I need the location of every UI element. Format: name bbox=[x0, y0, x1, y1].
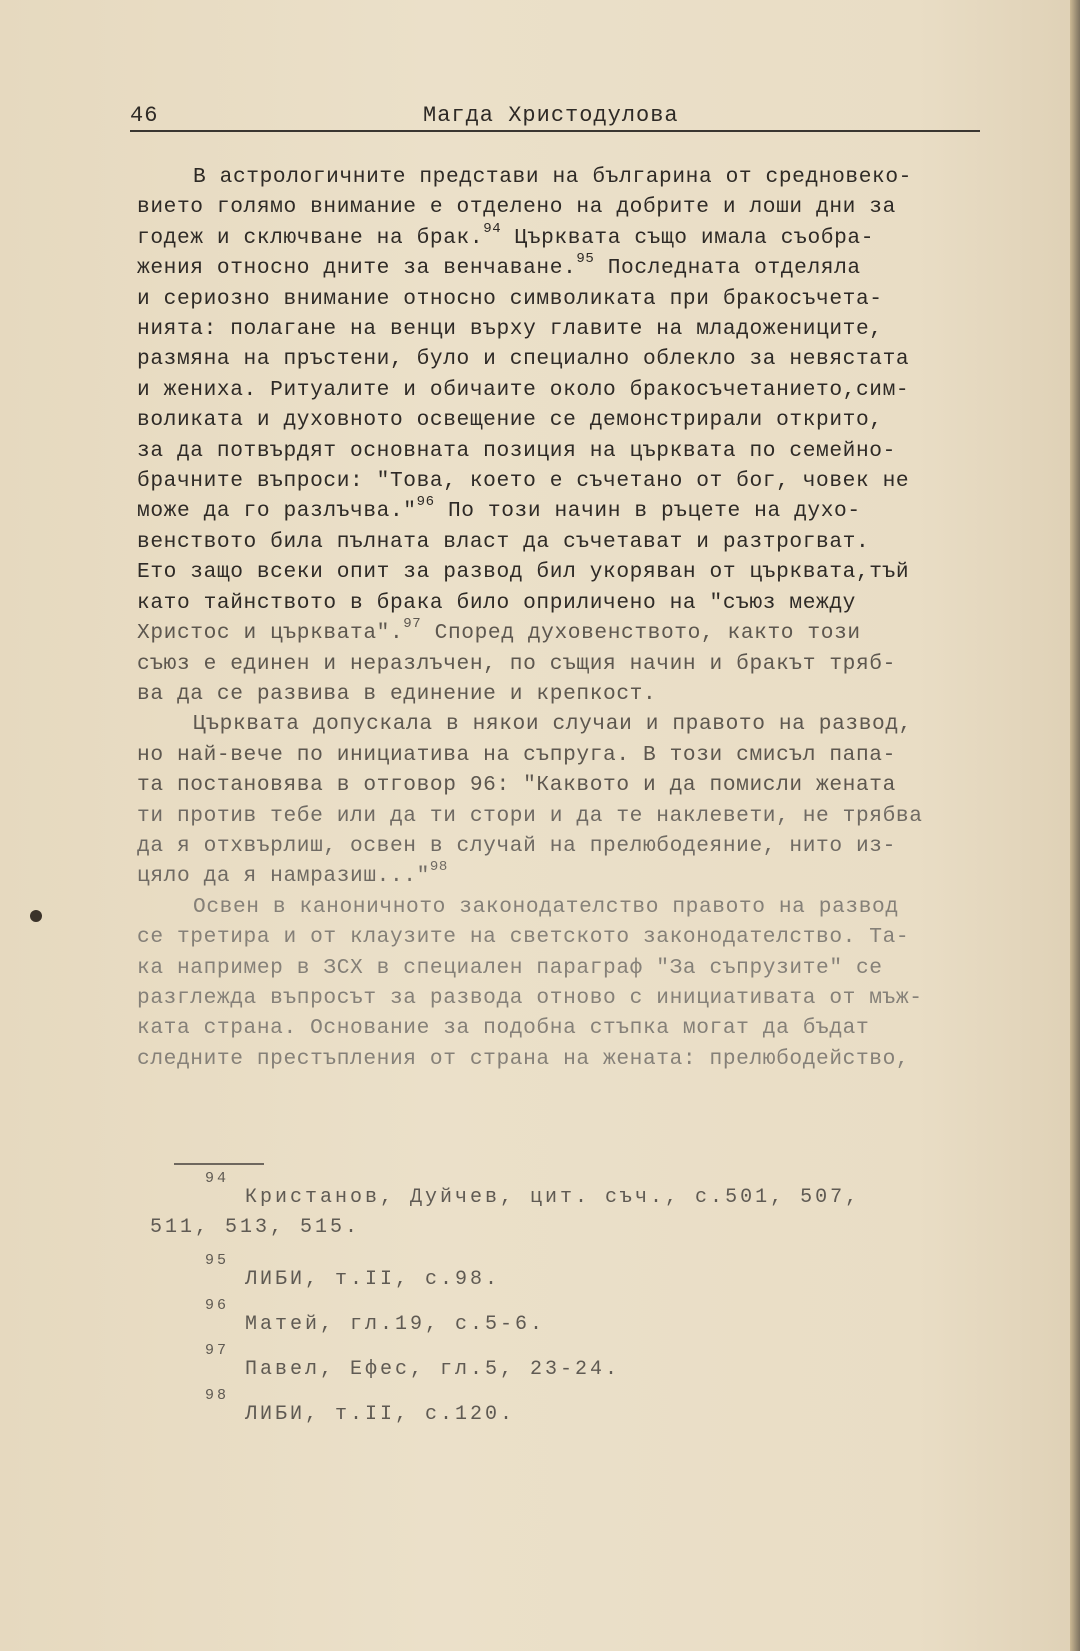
footnote bbox=[150, 1170, 980, 1252]
footnote-number: 98 bbox=[205, 1387, 230, 1404]
text-line bbox=[137, 740, 997, 770]
text-line bbox=[137, 496, 997, 526]
text-segment: и жениха. Ритуалите и обичаите около бракосъчетанието,сим- bbox=[137, 377, 910, 402]
text-line bbox=[137, 557, 997, 587]
text-line bbox=[137, 831, 997, 861]
text-segment: По този начин в ръцете на духо- bbox=[434, 499, 861, 524]
ink-spot bbox=[30, 910, 42, 922]
text-segment: се третира и от клаузите на светското законодателство. Та- bbox=[137, 925, 910, 950]
text-line bbox=[137, 953, 997, 983]
text-segment: но най-вече по инициатива на съпруга. В този смисъл папа- bbox=[137, 742, 896, 767]
text-segment: Църквата също имала съобра- bbox=[501, 225, 875, 250]
text-segment: венството била пълната власт да съчетават и разтрогват. bbox=[137, 529, 870, 554]
text-segment: Последната отделяла bbox=[594, 256, 861, 281]
footnote bbox=[150, 1297, 980, 1342]
footnote-text: Кристанов, Дуйчев, цит. съч., с.501, 507, bbox=[245, 1186, 861, 1209]
text-segment: В астрологичните представи на българина от средновеко- bbox=[193, 165, 912, 189]
text-segment: брачните въпроси: "Това, което е съчетано от бог, човек не bbox=[137, 469, 910, 494]
text-line bbox=[137, 375, 997, 405]
footnote-continuation: 511, 513, 515. bbox=[150, 1216, 361, 1239]
text-segment: вието голямо внимание е отделено на добрите и лоши дни за bbox=[137, 195, 896, 220]
text-segment: та постановява в отговор 96: "Каквото и да помисли жената bbox=[137, 773, 896, 798]
footnotes bbox=[150, 1170, 980, 1432]
text-line bbox=[137, 253, 997, 283]
text-line bbox=[137, 679, 997, 709]
footnote-text: ЛИБИ, т.II, с.120. bbox=[245, 1403, 516, 1426]
text-line bbox=[137, 314, 997, 344]
page-edge bbox=[1070, 0, 1080, 1651]
footnote-number: 95 bbox=[205, 1252, 230, 1269]
footnote-text: Павел, Ефес, гл.5, 23-24. bbox=[245, 1358, 621, 1381]
footnote-text: ЛИБИ, т.II, с.98. bbox=[245, 1268, 501, 1291]
page-number: 46 bbox=[130, 103, 159, 128]
text-segment: като тайнството в брака било оприличено на "съюз между bbox=[137, 590, 856, 615]
text-segment: ти против тебе или да ти стори и да те наклевети, не трябва bbox=[137, 803, 923, 828]
text-line bbox=[137, 192, 997, 222]
text-segment: следните престъпления от страна на жената: прелюбодейство, bbox=[137, 1046, 910, 1071]
text-line bbox=[137, 405, 997, 435]
footnote-text: Матей, гл.19, с.5-6. bbox=[245, 1313, 546, 1336]
running-title-author: Магда Христодулова bbox=[423, 103, 679, 128]
text-segment: Христос и църквата". bbox=[137, 621, 404, 646]
text-segment: Църквата допускала в някои случаи и правото на развод, bbox=[193, 712, 912, 737]
footnote-ref: 95 bbox=[576, 251, 595, 268]
footnote-ref: 98 bbox=[429, 859, 448, 876]
text-segment: жения относно дните за венчаване. bbox=[137, 256, 577, 281]
text-line bbox=[137, 618, 997, 648]
text-segment: може да го разлъчва." bbox=[137, 499, 417, 524]
text-line bbox=[137, 436, 997, 466]
text-line bbox=[137, 284, 997, 314]
footnote-ref: 97 bbox=[403, 616, 422, 633]
text-line bbox=[137, 709, 997, 739]
footnote-number: 96 bbox=[205, 1297, 230, 1314]
text-segment: Освен в каноничното законодателство правото на развод bbox=[193, 894, 899, 919]
text-segment: нията: полагане на венци върху главите на младожениците, bbox=[137, 317, 883, 342]
running-header bbox=[130, 102, 980, 132]
text-line bbox=[137, 983, 997, 1013]
text-line bbox=[137, 1044, 997, 1074]
text-segment: годеж и сключване на брак. bbox=[137, 225, 484, 250]
footnote-number: 94 bbox=[205, 1170, 230, 1187]
text-segment: Ето защо всеки опит за развод бил укоряван от църквата,тъй bbox=[137, 560, 910, 585]
footnote bbox=[150, 1252, 980, 1297]
footnote-ref: 96 bbox=[416, 494, 435, 511]
text-segment: Според духовенството, както този bbox=[421, 621, 861, 646]
text-segment: съюз е единен и неразлъчен, по същия начин и бракът тряб- bbox=[137, 651, 896, 676]
text-line bbox=[137, 162, 997, 192]
text-segment: ва да се развива в единение и крепкост. bbox=[137, 681, 657, 706]
text-line bbox=[137, 1013, 997, 1043]
footnote bbox=[150, 1387, 980, 1432]
main-text bbox=[137, 162, 997, 1074]
footnote-number: 97 bbox=[205, 1342, 230, 1359]
footnote-ref: 94 bbox=[483, 220, 502, 237]
text-line bbox=[137, 892, 997, 922]
text-segment: цяло да я намразиш..." bbox=[137, 864, 430, 889]
text-segment: да я отхвърлиш, освен в случай на прелюбодеяние, нито из- bbox=[137, 833, 896, 858]
text-segment: и сериозно внимание относно символиката при бракосъчета- bbox=[137, 286, 883, 311]
text-segment: ка например в ЗСХ в специален параграф "За съпрузите" се bbox=[137, 955, 883, 980]
text-line bbox=[137, 861, 997, 891]
footnote-rule bbox=[174, 1163, 264, 1165]
text-segment: воликата и духовното освещение се демонстрирали открито, bbox=[137, 408, 883, 433]
text-line bbox=[137, 527, 997, 557]
text-line bbox=[137, 649, 997, 679]
text-line bbox=[137, 220, 997, 253]
text-segment: размяна на пръстени, було и специално облекло за невястата bbox=[137, 347, 910, 372]
text-line bbox=[137, 344, 997, 374]
text-line bbox=[137, 588, 997, 618]
text-line bbox=[137, 770, 997, 800]
text-line bbox=[137, 922, 997, 952]
text-line bbox=[137, 466, 997, 496]
text-segment: за да потвърдят основната позиция на църквата по семейно- bbox=[137, 438, 896, 463]
text-segment: ката страна. Основание за подобна стъпка могат да бъдат bbox=[137, 1016, 870, 1041]
text-line bbox=[137, 801, 997, 831]
text-segment: разглежда въпросът за развода отново с инициативата от мъж- bbox=[137, 985, 923, 1010]
footnote bbox=[150, 1342, 980, 1387]
